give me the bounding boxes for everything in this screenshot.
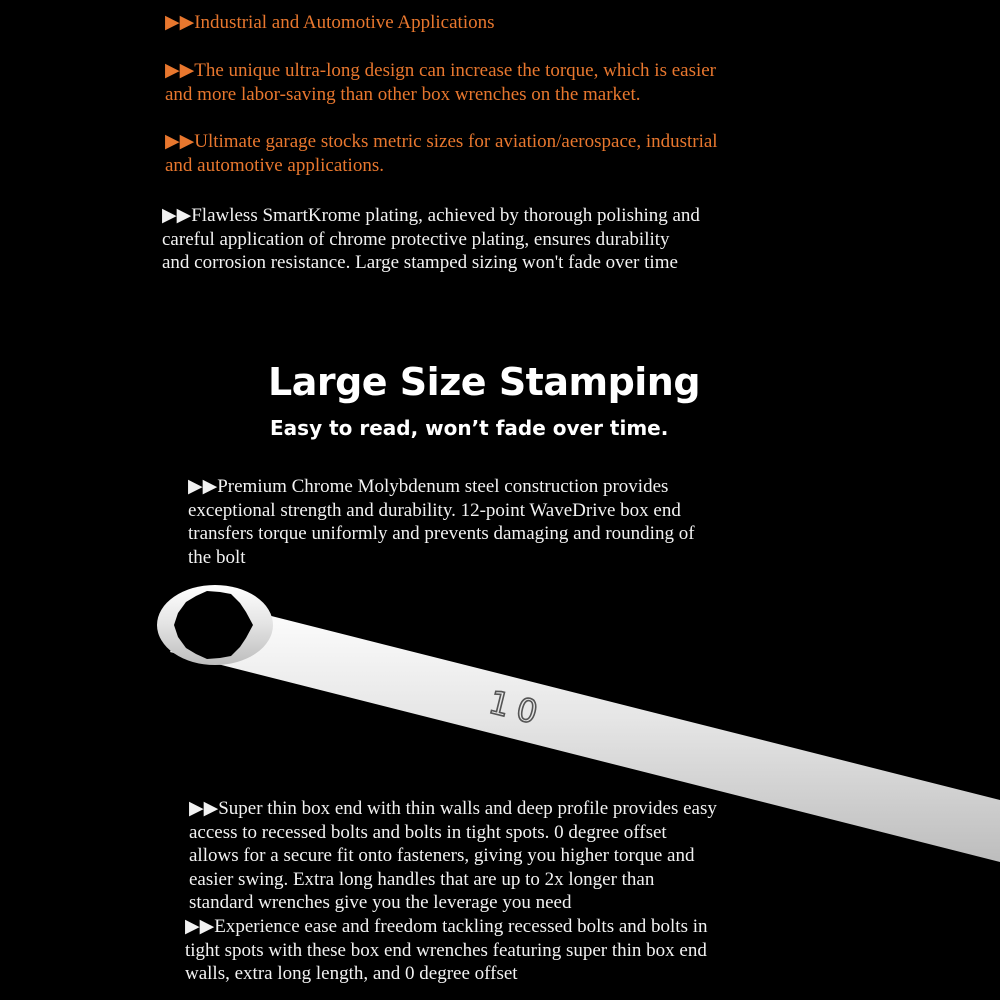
feature-ease-freedom: ▶▶Experience ease and freedom tackling recessed bolts and bolts in tight spots with these box end wrenches featuring super thin box end walls, extra long length, and 0 degree offset (185, 916, 708, 984)
headline: Large Size Stamping (268, 360, 701, 404)
subheadline: Easy to read, won’t fade over time. (270, 416, 669, 440)
feature-orange-1: ▶▶Industrial and Automotive Applications (165, 12, 495, 33)
size-stamp: 10 (485, 682, 550, 734)
feature-plating: ▶▶Flawless SmartKrome plating, achieved by thorough polishing and careful application of chrome protective plating, ensures durability and corrosion resistance. Large stamped sizing won't fade over time (162, 205, 700, 273)
feature-steel: ▶▶Premium Chrome Molybdenum steel construction provides exceptional strength and durability. 12-point WaveDrive box end transfers torque uniformly and prevents damaging and rounding of the bolt (188, 476, 695, 568)
feature-thin-box-end: ▶▶Super thin box end with thin walls and deep profile provides easy access to recessed bolts and bolts in tight spots. 0 degree offset allows for a secure fit onto fasteners, giving you higher torque and easier swing. Extra long handles that are up to 2x longer than standard wrenches give you the leverage you need (189, 798, 717, 913)
feature-orange-3: ▶▶Ultimate garage stocks metric sizes for aviation/aerospace, industrial and automotive applications. (165, 131, 718, 176)
feature-orange-2: ▶▶The unique ultra-long design can increase the torque, which is easier and more labor-saving than other box wrenches on the market. (165, 60, 717, 105)
